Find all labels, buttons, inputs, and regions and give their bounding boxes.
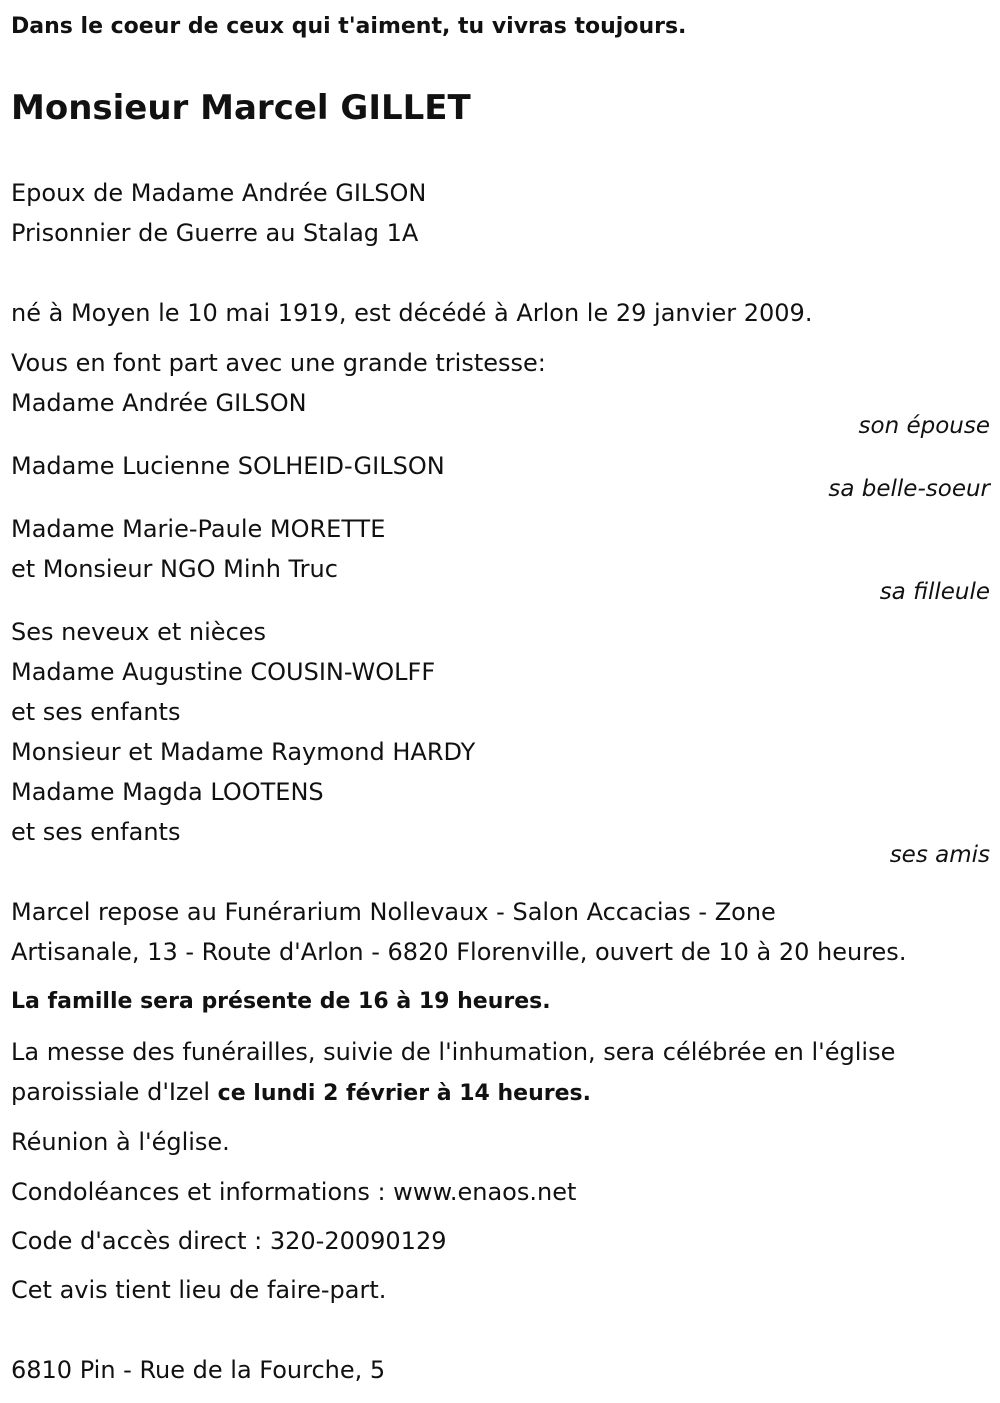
family-member: Madame Augustine COUSIN-WOLFF: [11, 658, 436, 686]
family-member: Monsieur et Madame Raymond HARDY: [11, 738, 476, 766]
spouse-line: Epoux de Madame Andrée GILSON: [11, 179, 427, 207]
header-quote: Dans le coeur de ceux qui t'aiment, tu vivras toujours.: [11, 14, 687, 39]
family-member: Madame Magda LOOTENS: [11, 778, 324, 806]
notice: Cet avis tient lieu de faire-part.: [11, 1276, 387, 1304]
relation: son épouse: [858, 413, 990, 439]
funeral-home: Artisanale, 13 - Route d'Arlon - 6820 Florenville, ouvert de 10 à 20 heures.: [11, 938, 907, 966]
mass-place: paroissiale d'Izel: [11, 1078, 218, 1106]
pow-line: Prisonnier de Guerre au Stalag 1A: [11, 219, 419, 247]
family-member: Madame Marie-Paule MORETTE: [11, 515, 386, 543]
meeting: Réunion à l'église.: [11, 1128, 230, 1156]
mass-info: La messe des funérailles, suivie de l'inhumation, sera célébrée en l'église: [11, 1038, 896, 1066]
family-member: et Monsieur NGO Minh Truc: [11, 555, 338, 583]
family-member: et ses enfants: [11, 818, 181, 846]
family-member: et ses enfants: [11, 698, 181, 726]
family-member: Ses neveux et nièces: [11, 618, 267, 646]
mass-info: [11, 1077, 591, 1109]
family-member: Madame Andrée GILSON: [11, 389, 307, 417]
relation: sa filleule: [879, 579, 990, 605]
mass-date: ce lundi 2 février à 14 heures.: [217, 1081, 591, 1106]
relation: ses amis: [889, 842, 990, 868]
relation: sa belle-soeur: [828, 476, 990, 502]
condolences: Condoléances et informations : www.enaos.net: [11, 1178, 577, 1206]
birth-death: né à Moyen le 10 mai 1919, est décédé à Arlon le 29 janvier 2009.: [11, 299, 813, 327]
access-code: Code d'accès direct : 320-20090129: [11, 1227, 447, 1255]
deceased-name: Monsieur Marcel GILLET: [11, 88, 471, 128]
address: 6810 Pin - Rue de la Fourche, 5: [11, 1356, 386, 1384]
family-present: La famille sera présente de 16 à 19 heures.: [11, 989, 551, 1014]
family-member: Madame Lucienne SOLHEID-GILSON: [11, 452, 445, 480]
announce: Vous en font part avec une grande tristesse:: [11, 349, 546, 377]
funeral-home: Marcel repose au Funérarium Nollevaux - Salon Accacias - Zone: [11, 898, 776, 926]
